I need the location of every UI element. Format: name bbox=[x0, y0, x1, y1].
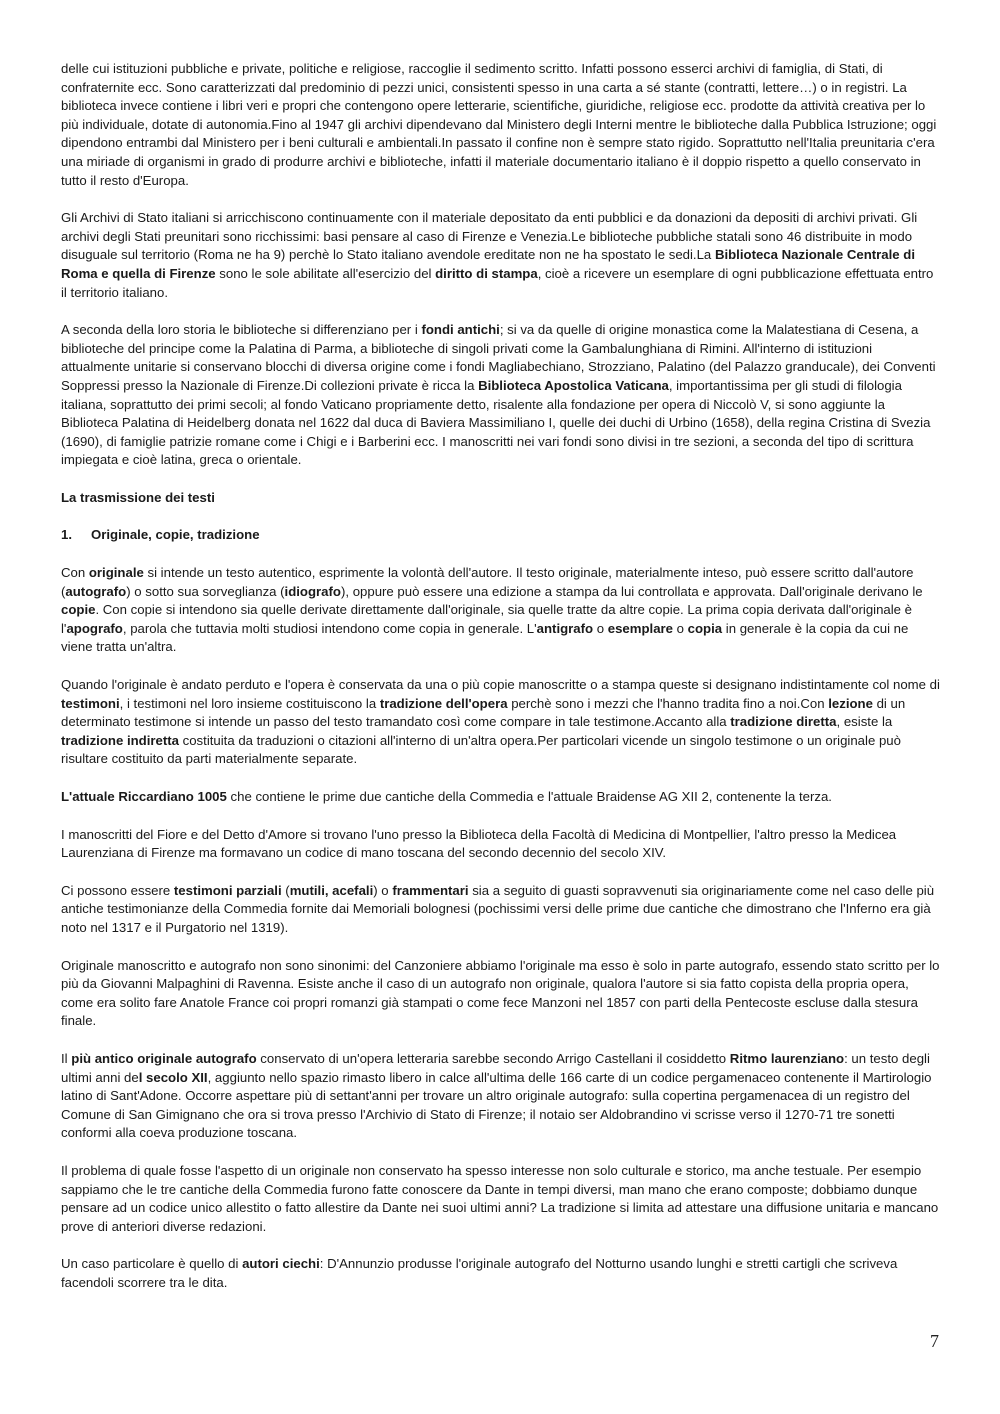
text-run: che contiene le prime due cantiche della Commedia e l'attuale Braidense AG XII 2, contenente la terza. bbox=[226, 789, 832, 804]
text-run: , parola che tuttavia molti studiosi intendono come copia in generale. L' bbox=[122, 620, 537, 636]
text-run: ) o sotto sua sorveglianza ( bbox=[126, 583, 285, 599]
paragraph bbox=[61, 882, 941, 938]
bold-term: fondi antichi bbox=[421, 322, 500, 338]
section-heading: La trasmissione dei testi bbox=[61, 489, 215, 505]
text-run: costituita da traduzioni o citazioni all'interno di un'altra opera.Per particolari vicende un singolo testimone o un originale può risultare costituito da parti materialmente separate. bbox=[61, 732, 901, 767]
paragraph bbox=[61, 1255, 941, 1292]
bold-term: L'attuale Riccardiano 1005 bbox=[61, 789, 227, 804]
heading-text: Originale, copie, tradizione bbox=[91, 527, 260, 543]
text-run: delle cui istituzioni pubbliche e private, politiche e religiose, raccoglie il sedimento scritto. Infatti possono esserci archivi di famiglia, di Stati, di confraternite ecc. Sono caratterizzati dal predominio di pezzi unici, consistenti spesso in una carta a sé stante (contratti, lettere…) o in registri. La biblioteca invece contiene i libri veri e propri che contengono opere letterarie, scientifiche, giuridiche, religiose ecc. prodotte da attività creativa per lo più individuale, dotate di autonomia.Fino al 1947 gli archivi dipendevano dal Ministero degli Interni mentre le biblioteche dalla Pubblica Istruzione; oggi dipendono entrambi dal Ministero per i beni culturali e ambientali.In passato il confine non è sempre stato rigido. Soprattutto nell'Italia preunitaria c'era una miriade di organismi in grado di produrre archivi e biblioteche, infatti il materiale documentario italiano è il doppio rispetto a quello conservato in tutto il resto d'Europa. bbox=[61, 61, 937, 188]
page-body bbox=[61, 60, 941, 1311]
text-run: , esiste la bbox=[836, 714, 893, 730]
paragraph bbox=[61, 957, 941, 1031]
text-run: Il bbox=[61, 1050, 72, 1066]
paragraph bbox=[61, 60, 941, 190]
bold-term: apografo bbox=[66, 620, 123, 636]
text-run: A seconda della loro storia le biblioteche si differenziano per i bbox=[61, 322, 422, 338]
paragraph bbox=[61, 1162, 941, 1236]
text-run: in generale è la copia da cui ne viene tratta un'altra. bbox=[61, 620, 909, 655]
text-run: : un testo degli ultimi anni de bbox=[61, 1050, 930, 1085]
text-run: o bbox=[593, 620, 608, 636]
bold-term: Biblioteca Nazionale Centrale di Roma e quella di Firenze bbox=[61, 247, 915, 281]
text-run: , cioè a ricevere un esemplare di ogni pubblicazione effettuata entro il territorio italiano. bbox=[61, 265, 934, 300]
bold-term: copie bbox=[61, 602, 96, 618]
paragraph bbox=[61, 1050, 941, 1143]
paragraph bbox=[61, 788, 941, 807]
bold-term: più antico originale autografo bbox=[71, 1050, 257, 1066]
bold-term: testimoni bbox=[61, 695, 120, 711]
bold-term: autori ciechi bbox=[242, 1256, 320, 1272]
bold-term: tradizione diretta bbox=[730, 714, 837, 730]
bold-term: tradizione indiretta bbox=[61, 732, 179, 748]
bold-term: Biblioteca Apostolica Vaticana bbox=[478, 377, 669, 393]
text-run: ), oppure può essere una edizione a stampa da lui controllata e approvata. Dall'originale derivano le bbox=[340, 583, 923, 599]
bold-term: diritto di stampa bbox=[435, 265, 538, 281]
bold-term: esemplare bbox=[607, 620, 673, 636]
text-run: Originale manoscritto e autografo non sono sinonimi: del Canzoniere abbiamo l'originale ma esso è solo in parte autografo, essendo stato scritto per lo più da Giovanni Malpaghini di Ravenna. Esiste anche il caso di un autografo non originale, qualora l'autore si sia fatto copista della propria opera, come era solito fare Anatole France coi propri romanzi già stampati o come fece Manzoni nel 1857 con parti della Pentecoste escluse dalla stesura finale. bbox=[61, 957, 940, 1029]
bold-term: frammentari bbox=[392, 882, 469, 898]
bold-term: idiografo bbox=[284, 583, 341, 599]
bold-term: antigrafo bbox=[536, 620, 594, 636]
paragraph bbox=[61, 209, 941, 302]
text-run: , importantissima per gli studi di filologia italiana, soprattutto dei primi secoli; al fondo Vaticano propriamente detto, risalente alla fondazione per opera di Niccolò V, si sono aggiunte la Biblioteca Palatina di Heidelberg donata nel 1622 dal duca di Baviera Massimiliano I, quelle dei duchi di Urbino (1658), della regina Cristina di Svezia (1690), di famiglie patrizie romane come i Chigi e i Barberini ecc. I manoscritti nei vari fondi sono divisi in tre sezioni, a seconda del tipo di scrittura impiegata e cioè latina, greca o orientale. bbox=[61, 377, 931, 468]
bold-term: lezione bbox=[828, 695, 873, 711]
text-run: Ci possono essere bbox=[61, 882, 174, 898]
text-run: Il problema di quale fosse l'aspetto di un originale non conservato ha spesso interesse non solo culturale e storico, ma anche testuale. Per esempio sappiamo che le tre cantiche della Commedia furono fatte conoscere da Dante in tempi diversi, man mano che erano composte; dobbiamo dunque pensare ad un codice unico allestito o fatto allestire da Dante nei suoi ultimi anni? La tradizione si limita ad attestare una diffusione unitaria e mancano prove di anteriori diverse redazioni. bbox=[61, 1162, 939, 1234]
paragraph bbox=[61, 826, 941, 863]
text-run: si intende un testo autentico, esprimente la volontà dell'autore. Il testo originale, materialmente inteso, può essere scritto dall'autore ( bbox=[61, 565, 914, 599]
text-run: o bbox=[673, 620, 688, 636]
text-run: ) o bbox=[373, 882, 393, 898]
text-run: sono le sole abilitate all'esercizio del bbox=[215, 265, 436, 281]
text-run: ( bbox=[281, 882, 290, 898]
page-number: 7 bbox=[930, 1331, 939, 1351]
text-run: . Con copie si intendono sia quelle derivate direttamente dall'originale, sia quelle tratte da altre copie. La prima copia derivata dall'originale è l' bbox=[61, 602, 913, 636]
bold-term: tradizione dell'opera bbox=[379, 695, 508, 711]
paragraph bbox=[61, 564, 941, 657]
text-run: , aggiunto nello spazio rimasto libero in calce all'ultima delle 166 carte di un codice pergamenaceo contenente il Martirologio latino di Sant'Adone. Occorre aspettare più di settant'anni per trovare un altro originale autografo: sulla copertina pergamenacea di un registro del Comune di San Gimignano che ora si trova presso l'Archivio di Stato di Firenze; il notaio ser Aldobrandino vi scrisse verso il 1270-71 tre sonetti conformi alla coeva produzione toscana. bbox=[61, 1069, 932, 1141]
text-run: I manoscritti del Fiore e del Detto d'Amore si trovano l'uno presso la Biblioteca della Facoltà di Medicina di Montpellier, l'altro presso la Medicea Laurenziana di Firenze ma formavano un codice di mano toscana del secondo decennio del secolo XIV. bbox=[61, 826, 897, 861]
paragraph bbox=[61, 676, 941, 769]
bold-term: testimoni parziali bbox=[173, 882, 282, 898]
bold-term: Ritmo laurenziano bbox=[729, 1050, 845, 1066]
text-run: Un caso particolare è quello di bbox=[61, 1256, 243, 1272]
text-run: , i testimoni nel loro insieme costituiscono la bbox=[119, 695, 380, 711]
numbered-heading bbox=[61, 526, 941, 545]
heading-number: 1. bbox=[61, 527, 72, 543]
bold-term: copia bbox=[687, 620, 723, 636]
text-run: perchè sono i mezzi che l'hanno tradita fino a noi.Con bbox=[507, 695, 829, 711]
bold-term: l secolo XII bbox=[138, 1069, 208, 1085]
bold-term: mutili, acefali bbox=[289, 882, 374, 898]
text-run: di un determinato testimone si intende un passo del testo tramandato così come compare in tale testimone.Accanto alla bbox=[61, 695, 906, 730]
bold-term: autografo bbox=[65, 583, 127, 599]
bold-term: originale bbox=[88, 565, 144, 581]
text-run: Con bbox=[61, 565, 89, 581]
text-run: conservato di un'opera letteraria sarebbe secondo Arrigo Castellani il cosiddetto bbox=[256, 1050, 730, 1066]
text-run: ; si va da quelle di origine monastica come la Malatestiana di Cesena, a biblioteche del principe come la Palatina di Parma, a biblioteche di singoli privati come la Gambalunghiana di Rimini. All'interno di istituzioni attualmente unitarie si conservano blocchi di diversa origine come i fondi Magliabechiano, Strozziano, Palatino (del Palazzo granducale), dei Conventi Soppressi presso la Nazionale di Firenze.Di collezioni private è ricca la bbox=[61, 322, 936, 393]
text-run: sia a seguito di guasti sopravvenuti sia originariamente come nel caso delle più antiche testimonianze della Commedia fornite dai Memoriali bolognesi (pochissimi versi delle prime due cantiche che dimostrano che l'Inferno era già noto nel 1317 e il Purgatorio nel 1319). bbox=[61, 882, 935, 935]
text-run: Quando l'originale è andato perduto e l'opera è conservata da una o più copie manoscritte o a stampa queste si designano indistintamente col nome di bbox=[61, 677, 940, 693]
text-run: : D'Annunzio produsse l'originale autografo del Notturno usando lunghi e stretti cartigli che scriveva facendoli scorrere tra le dita. bbox=[61, 1256, 898, 1290]
text-run: Gli Archivi di Stato italiani si arricchiscono continuamente con il materiale depositato da enti pubblici e da donazioni da depositi di archivi privati. Gli archivi degli Stati preunitari sono ricchissimi: basi pensare al caso di Firenze e Venezia.Le biblioteche pubbliche statali sono 46 distribuite in modo disuguale sul territorio (Roma ne ha 9) perchè lo Stato italiano avendole ereditate non ne ha spostato le sedi.La bbox=[61, 210, 918, 263]
paragraph bbox=[61, 321, 941, 470]
